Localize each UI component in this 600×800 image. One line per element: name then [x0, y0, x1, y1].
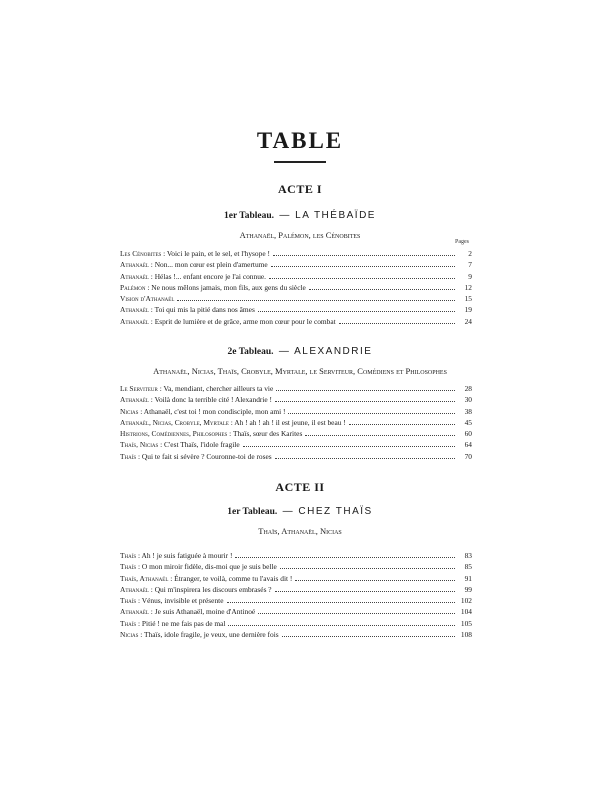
entry-text: : Va, mendiant, chercher ailleurs ta vie: [157, 384, 274, 393]
pages-column-header: Pages: [455, 239, 469, 245]
entry-text: : Ah ! je suis fatiguée à mourir !: [136, 551, 233, 560]
entry-page: 9: [468, 271, 472, 281]
entry-text: : Étranger, te voilà, comme tu l'avais dit !: [168, 573, 293, 583]
toc-entry[interactable]: [120, 629, 472, 640]
entry-text: : Vénus, invisible et présente: [136, 596, 224, 606]
toc-entry[interactable]: [120, 428, 472, 439]
entry-page: 28: [464, 384, 472, 393]
entry-page: 104: [460, 607, 472, 617]
entry-speaker: Thaïs: [120, 551, 137, 560]
dot-leader: [339, 317, 455, 324]
entry-page: 91: [464, 573, 472, 583]
dot-leader: [258, 607, 455, 614]
dot-leader: [275, 585, 455, 592]
tableau-cast: Thaïs, Athanaël, Nicias: [258, 526, 342, 536]
toc-list: [120, 248, 472, 327]
toc-entry[interactable]: [120, 606, 472, 617]
dot-leader: [228, 619, 455, 626]
entry-text: : Thaïs, idole fragile, je veux, une dernière fois: [138, 630, 279, 640]
entry-page: 70: [464, 451, 472, 461]
tableau-number: 2e Tableau.: [227, 347, 274, 357]
entry-speaker: Athanaël, Nicias, Crobyle, Myrtale: [120, 417, 229, 427]
entry-page: 64: [464, 440, 472, 450]
toc-list: [120, 550, 472, 640]
entry-text: : Voilà donc la terrible cité ! Alexandrie !: [148, 395, 273, 405]
entry-page: 19: [464, 305, 472, 315]
toc-entry[interactable]: [120, 316, 472, 327]
entry-text: : Thaïs, sœur des Karites: [227, 429, 303, 439]
dot-leader: [275, 452, 455, 459]
entry-speaker: Thaïs: [120, 618, 137, 628]
dot-leader: [349, 418, 455, 425]
toc-entry[interactable]: [120, 584, 472, 595]
dot-leader: [280, 562, 455, 569]
tableau-place: — LA THÉBAÏDE: [279, 210, 376, 221]
toc-entry[interactable]: [120, 394, 472, 405]
toc-entry[interactable]: [120, 573, 472, 584]
entry-page: 30: [464, 395, 472, 405]
entry-text: : Non... mon cœur est plein d'amertume: [148, 260, 268, 270]
entry-text: : Qui te fait si sévère ? Couronne-toi de roses: [136, 451, 272, 461]
entry-text: : Ne nous mêlons jamais, mon fils, aux gens du siècle: [145, 282, 306, 292]
entry-speaker: Thaïs: [120, 451, 137, 461]
entry-text: : Esprit de lumière et de grâce, arme mon cœur pour le combat: [148, 316, 336, 326]
entry-text: : Pitié ! ne me fais pas de mal: [136, 618, 226, 628]
toc-entry[interactable]: [120, 406, 472, 417]
tableau-heading: [0, 506, 600, 517]
toc-entry[interactable]: [120, 561, 472, 572]
toc-entry[interactable]: [120, 595, 472, 606]
title-rule: [274, 161, 326, 163]
dot-leader: [177, 294, 455, 301]
toc-entry[interactable]: [120, 439, 472, 450]
entry-speaker: Le Serviteur: [120, 384, 158, 393]
toc-entry[interactable]: [120, 304, 472, 315]
dot-leader: [227, 596, 456, 603]
tableau-cast: Athanaël, Palémon, les Cénobites: [239, 230, 361, 240]
entry-text: : C'est Thaïs, l'idole fragile: [158, 440, 240, 450]
dot-leader: [271, 260, 455, 267]
entry-text: : Ah ! ah ! ah ! il est jeune, il est beau !: [228, 417, 346, 427]
toc-list: [120, 383, 472, 462]
entry-page: 108: [460, 630, 472, 640]
entry-text: : O mon miroir fidèle, dis-moi que je suis belle: [136, 562, 277, 572]
dot-leader: [309, 283, 455, 290]
tableau-heading: [0, 346, 600, 357]
entry-page: 105: [460, 618, 472, 628]
page-title: TABLE: [256, 128, 344, 153]
tableau-number: 1er Tableau.: [227, 507, 278, 517]
entry-page: 102: [460, 596, 472, 606]
tableau-heading: [0, 210, 600, 221]
dot-leader: [235, 551, 455, 558]
dot-leader: [276, 384, 455, 391]
toc-entry[interactable]: [120, 550, 472, 561]
tableau-place: — CHEZ THAÏS: [282, 506, 373, 517]
entry-page: 7: [468, 260, 472, 270]
entry-speaker: Vision d'Athanaël: [120, 294, 175, 304]
dot-leader: [305, 429, 455, 436]
entry-speaker: Palémon: [120, 282, 146, 292]
entry-page: 15: [464, 294, 472, 304]
entry-speaker: Thaïs: [120, 562, 137, 572]
entry-speaker: Athanaël: [120, 316, 149, 326]
dot-leader: [295, 574, 455, 581]
entry-page: 83: [464, 551, 472, 560]
entry-speaker: Thaïs: [120, 596, 137, 606]
entry-text: : Athanaël, c'est toi ! mon condisciple, mon ami !: [138, 406, 286, 416]
act-heading: ACTE I: [277, 182, 322, 196]
entry-speaker: Nicias: [120, 406, 139, 416]
dot-leader: [243, 440, 455, 447]
entry-speaker: Thaïs, Athanaël: [120, 573, 169, 583]
entry-speaker: Thaïs, Nicias: [120, 440, 159, 450]
toc-entry[interactable]: [120, 293, 472, 304]
dot-leader: [282, 630, 455, 637]
entry-page: 38: [464, 406, 472, 416]
entry-speaker: Athanaël: [120, 260, 149, 270]
dot-leader: [275, 395, 455, 402]
entry-text: : Voici le pain, et le sel, et l'hysope !: [161, 249, 270, 258]
toc-entry[interactable]: [120, 383, 472, 394]
dot-leader: [258, 305, 455, 312]
toc-entry[interactable]: [120, 451, 472, 462]
entry-text: : Je suis Athanaël, moine d'Antinoé: [148, 607, 256, 617]
toc-entry[interactable]: [120, 417, 472, 428]
entry-text: : Hélas !... enfant encore je l'ai connue.: [148, 271, 267, 281]
entry-speaker: Nicias: [120, 630, 139, 640]
toc-entry[interactable]: [120, 259, 472, 270]
entry-speaker: Les Cénobites: [120, 249, 162, 258]
entry-page: 24: [464, 316, 472, 326]
entry-page: 99: [464, 584, 472, 594]
entry-page: 2: [468, 249, 472, 258]
entry-page: 60: [464, 429, 472, 439]
entry-page: 85: [464, 562, 472, 572]
toc-entry[interactable]: [120, 271, 472, 282]
entry-speaker: Histrions, Comédiennes, Philosophes: [120, 429, 228, 439]
entry-speaker: Athanaël: [120, 607, 149, 617]
entry-speaker: Athanaël: [120, 395, 149, 405]
toc-entry[interactable]: [120, 248, 472, 259]
entry-text: : Qui m'inspirera les discours embrasés ?: [148, 584, 272, 594]
dot-leader: [288, 407, 455, 414]
tableau-place: — ALEXANDRIE: [278, 346, 373, 357]
act-heading: ACTE II: [275, 480, 325, 494]
dot-leader: [273, 249, 455, 256]
tableau-cast: Athanaël, Nicias, Thaïs, Crobyle, Myrtale, le Serviteur, Comédiens et Philosophes: [153, 366, 447, 376]
entry-text: : Toi qui mis la pitié dans nos âmes: [148, 305, 255, 315]
entry-speaker: Athanaël: [120, 305, 149, 315]
entry-speaker: Athanaël: [120, 271, 149, 281]
toc-entry[interactable]: [120, 282, 472, 293]
entry-page: 12: [464, 282, 472, 292]
dot-leader: [269, 272, 455, 279]
toc-entry[interactable]: [120, 618, 472, 629]
entry-page: 45: [464, 417, 472, 427]
entry-speaker: Athanaël: [120, 584, 149, 594]
tableau-number: 1er Tableau.: [224, 211, 275, 221]
